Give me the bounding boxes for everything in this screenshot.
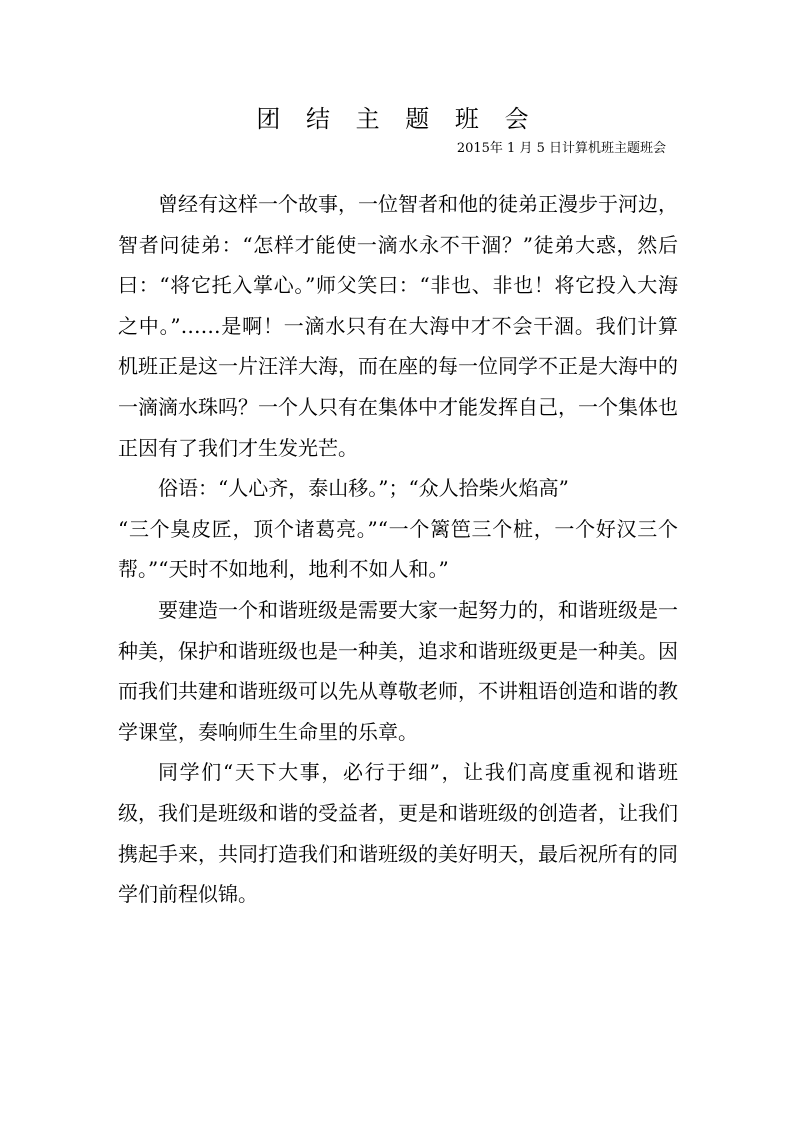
paragraph-harmony: 要建造一个和谐班级是需要大家一起努力的，和谐班级是一种美，保护和谐班级也是一种美，追求和谐班级更是一种美。因而我们共建和谐班级可以先从尊敬老师，不讲粗语创造和谐的教学课堂，奏响师生生命里的乐章。 <box>118 597 678 744</box>
paragraph-story: 曾经有这样一个故事，一位智者和他的徒弟正漫步于河边，智者问徒弟：“怎样才能使一滴水永不干涸？”徒弟大惑，然后曰：“将它托入掌心。”师父笑曰：“非也、非也！将它投入大海之中。”……是啊！一滴水只有在大海中才不会干涸。我们计算机班正是这一片汪洋大海，而在座的每一位同学不正是大海中的一滴滴水珠吗？一个人只有在集体中才能发挥自己，一个集体也正因有了我们才生发光芒。 <box>118 192 678 460</box>
document-subtitle: 2015年 1 月 5 日计算机班主题班会 <box>456 141 666 156</box>
paragraph-sayings: “三个臭皮匠，顶个诸葛亮。”“一个篱笆三个桩，一个好汉三个帮。”“天时不如地利，地利不如人和。” <box>118 516 678 582</box>
paragraph-sayings-intro: 俗语：“人心齐，泰山移。”；“众人拾柴火焰高” <box>158 476 569 501</box>
document-body <box>118 184 678 915</box>
paragraph-closing: 同学们“天下大事，必行于细”，让我们高度重视和谐班级，我们是班级和谐的受益者，更是和谐班级的创造者，让我们携起手来，共同打造我们和谐班级的美好明天，最后祝所有的同学们前程似锦。 <box>118 760 678 907</box>
document-title: 团 结 主 题 班 会 <box>256 105 538 133</box>
